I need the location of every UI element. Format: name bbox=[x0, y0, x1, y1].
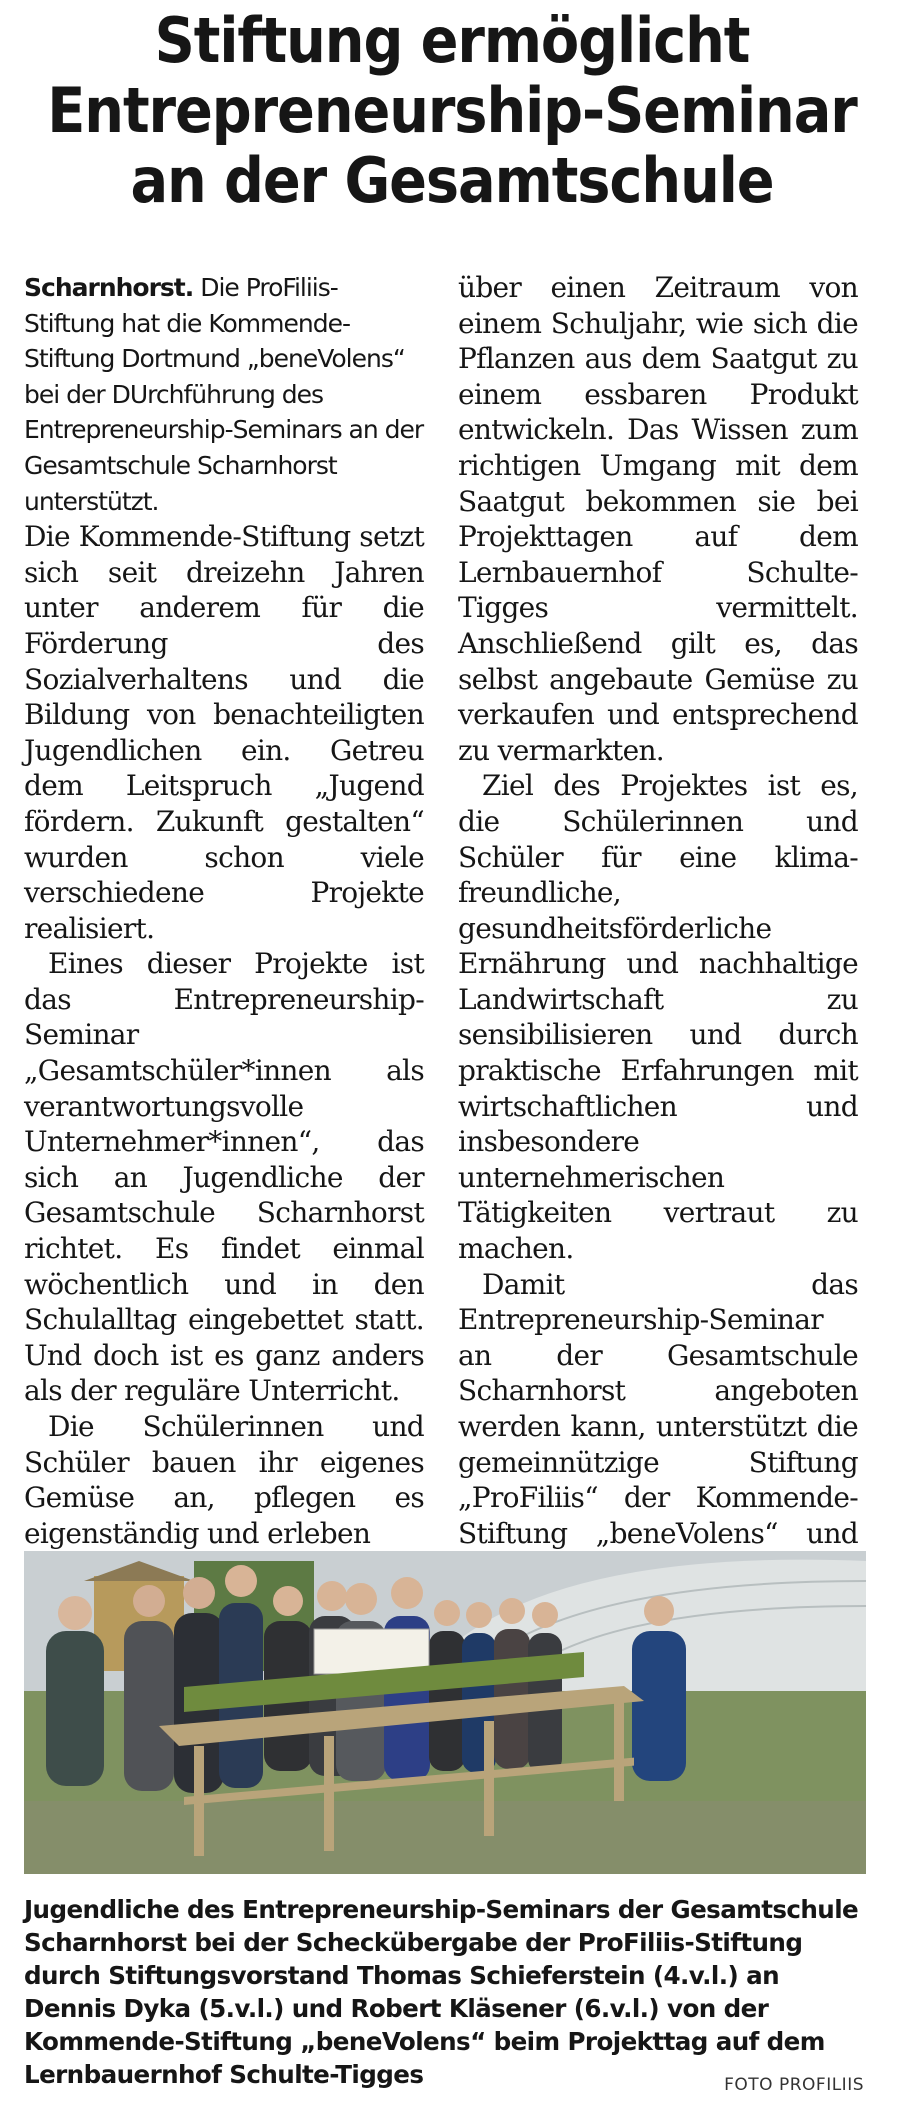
article-paragraph: Eines dieser Projekte ist das Entrepreneurship-Seminar „Gesamtschüler*innen als verantwortungsvolle Unternehmer*innen“, das sich an Jugendliche der Gesamtschule Scharnhorst richtet. Es findet einmal wöchentlich und in den Schulalltag eingebettet statt. Und doch ist es ganz anders als der reguläre Unterricht. bbox=[24, 947, 424, 1408]
article-paragraph-continued: über einen Zeitraum von einem Schuljahr, wie sich die Pflanzen aus dem Saatgut zu einem essbaren Produkt entwickeln. Das Wissen zum richtigen Umgang mit dem Saatgut bekommen sie bei Projekttagen auf dem Lernbauernhof Schulte-Tigges vermittelt. Anschließend gilt es, das selbst angebaute Gemüse zu verkaufen und entsprechend zu vermarkten. bbox=[458, 271, 858, 767]
dateline: Scharnhorst. bbox=[24, 273, 194, 302]
article-paragraph: Damit das Entrepreneurship-Seminar an der Gesamtschule Scharnhorst angeboten werden kann, unterstützt die gemeinnützige Stiftung „ProFiliis“ der Kommende-Stiftung „beneVolens“ und bbox=[458, 1267, 858, 1550]
article-column-left bbox=[24, 270, 424, 1551]
photo-illustration bbox=[24, 1551, 866, 1874]
photo-credit: FOTO PROFILIIS bbox=[724, 2075, 864, 2095]
headline-line: Stiftung ermöglicht bbox=[154, 4, 750, 77]
headline-line: an der Gesamtschule bbox=[130, 144, 774, 217]
photo-caption: Jugendliche des Entrepreneurship-Seminars der Gesamtschule Scharnhorst bei der Scheckübergabe der ProFiliis-Stiftung durch Stiftungsvorstand Thomas Schieferstein (4.v.l.) an Dennis Dyka (5.v.l.) und Robert Kläsener (6.v.l.) von der Kommende-Stiftung „beneVolens“ beim Projekttag auf dem Lernbauernhof Schulte-Tigges bbox=[24, 1895, 859, 2089]
headline-line: Entrepreneurship-Seminar bbox=[47, 74, 857, 147]
article-paragraph: Die Kommende-Stiftung setzt sich seit dreizehn Jahren unter anderem für die Förderung des Sozialverhaltens und die Bildung von benachteiligten Jugendlichen ein. Getreu dem Leitspruch „Jugend fördern. Zukunft gestalten“ wurden schon viele verschiedene Projekte realisiert. bbox=[24, 520, 424, 945]
article-intro bbox=[24, 270, 424, 519]
article-paragraph: Ziel des Projektes ist es, die Schülerinnen und Schüler für eine klima-freundliche, gesundheitsförderliche Ernährung und nachhaltige Landwirtschaft zu sensibilisieren und durch praktische Erfahrungen mit wirtschaftlichen und insbesondere unternehmerischen Tätigkeiten vertraut zu machen. bbox=[458, 769, 858, 1266]
article-photo bbox=[24, 1551, 866, 1874]
article-column-right bbox=[458, 270, 858, 1658]
article-paragraph: Die Schülerinnen und Schüler bauen ihr eigenes Gemüse an, pflegen es eigenständig und erleben bbox=[24, 1410, 424, 1550]
intro-text: Die ProFiliis-Stiftung hat die Kommende-Stiftung Dortmund „beneVolens“ bei der DUrchführung des Entrepreneurship-Seminars an der Gesamtschule Scharnhorst unterstützt. bbox=[24, 273, 424, 516]
headline bbox=[45, 6, 859, 216]
